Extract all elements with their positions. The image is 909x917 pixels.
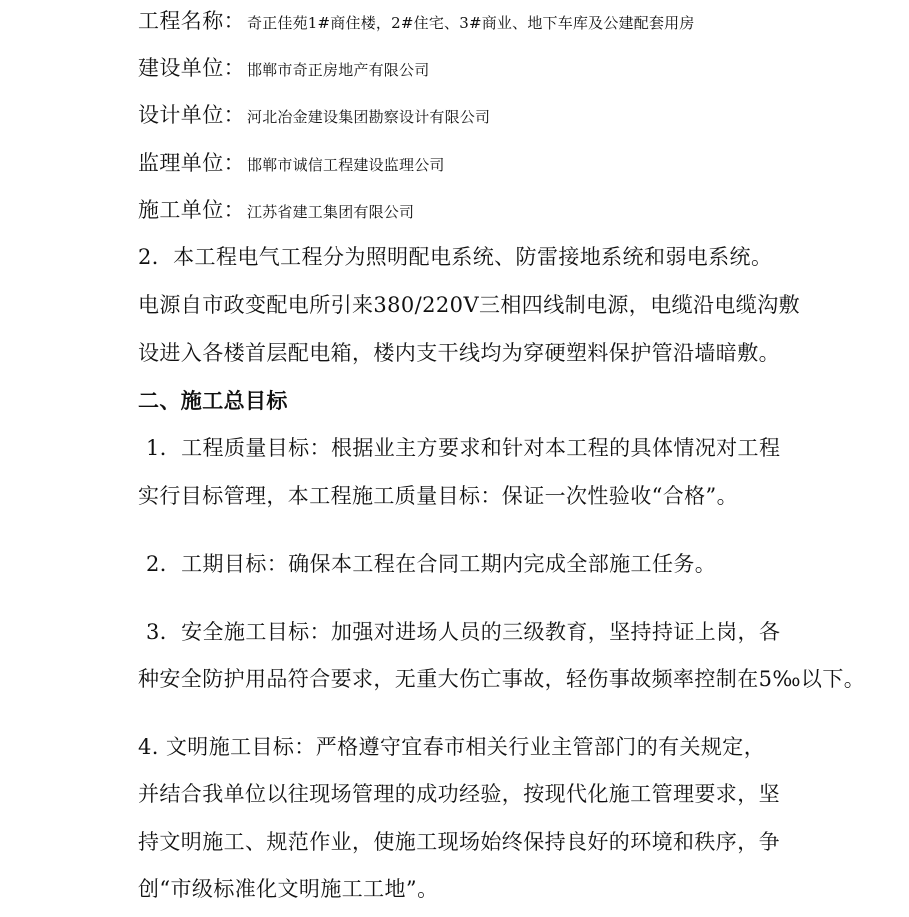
project-name-row <box>138 6 695 38</box>
designer-label: 设计单位： <box>138 103 245 127</box>
supervisor-label: 监理单位： <box>138 151 245 175</box>
supervisor-value: 邯郸市诚信工程建设监理公司 <box>247 156 445 174</box>
project-name-label: 工程名称： <box>138 9 245 33</box>
safety-goal-line-2: 种安全防护用品符合要求，无重大伤亡事故，轻伤事故频率控制在5‰以下。 <box>138 667 866 691</box>
electrical-line-3: 设进入各楼首层配电箱，楼内支干线均为穿硬塑料保护管沿墙暗敷。 <box>138 341 780 365</box>
electrical-line-2: 电源自市政变配电所引来380/220V三相四线制电源，电缆沿电缆沟敷 <box>138 293 801 317</box>
contractor-row <box>138 195 414 227</box>
quality-goal-line-2: 实行目标管理，本工程施工质量目标：保证一次性验收“合格”。 <box>138 484 739 508</box>
designer-row <box>138 100 490 132</box>
contractor-label: 施工单位： <box>138 198 245 222</box>
electrical-line-1: 2．本工程电气工程分为照明配电系统、防雷接地系统和弱电系统。 <box>138 245 773 269</box>
section-heading: 二、施工总目标 <box>138 389 288 413</box>
civil-goal-line-2: 并结合我单位以往现场管理的成功经验，按现代化施工管理要求，坚 <box>138 782 780 806</box>
builder-value: 邯郸市奇正房地产有限公司 <box>247 61 430 79</box>
builder-label: 建设单位： <box>138 56 245 80</box>
contractor-value: 江苏省建工集团有限公司 <box>247 203 415 221</box>
schedule-goal: 2．工期目标：确保本工程在合同工期内完成全部施工任务。 <box>146 552 717 576</box>
project-name-value: 奇正佳苑1#商住楼，2#住宅、3#商业、地下车库及公建配套用房 <box>247 14 695 32</box>
designer-value: 河北冶金建设集团勘察设计有限公司 <box>247 108 491 126</box>
civil-goal-line-3: 持文明施工、规范作业，使施工现场始终保持良好的环境和秩序，争 <box>138 830 780 854</box>
quality-goal-line-1: 1．工程质量目标：根据业主方要求和针对本工程的具体情况对工程 <box>146 436 781 460</box>
safety-goal-line-1: 3．安全施工目标：加强对进场人员的三级教育，坚持持证上岗，各 <box>146 620 781 644</box>
builder-row <box>138 53 429 85</box>
civil-goal-line-4: 创“市级标准化文明施工工地”。 <box>138 877 439 901</box>
civil-goal-line-1: 4. 文明施工目标：严格遵守宜春市相关行业主管部门的有关规定， <box>138 735 766 759</box>
supervisor-row <box>138 148 445 180</box>
